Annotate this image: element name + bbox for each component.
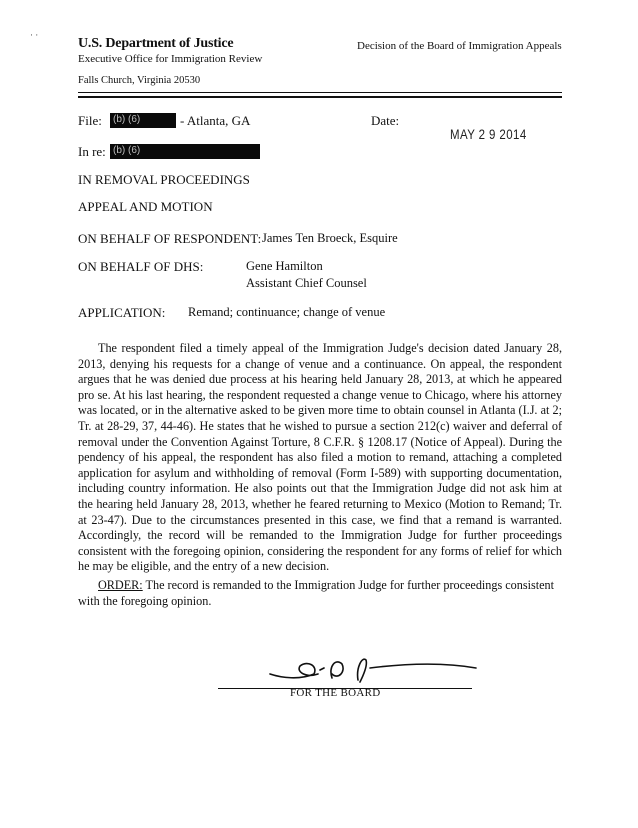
office-city: Falls Church, Virginia 20530 (78, 75, 201, 86)
date-label: Date: (371, 113, 400, 128)
date-stamp: MAY 2 9 2014 (450, 126, 527, 142)
dhs-counsel-name: Gene Hamilton (246, 259, 323, 273)
inre-label: In re: (78, 144, 106, 159)
board-member-signature (262, 644, 482, 690)
file-city: - Atlanta, GA (180, 113, 251, 128)
file-number-redaction: (b) (6) (110, 113, 176, 128)
respondent-counsel-label: ON BEHALF OF RESPONDENT: (78, 231, 262, 246)
agency-name: U.S. Department of Justice (78, 36, 234, 51)
office-name: Executive Office for Immigration Review (78, 53, 263, 65)
decision-title: Decision of the Board of Immigration Appeals (357, 40, 562, 52)
header-rule-thick (78, 96, 562, 98)
application-label: APPLICATION: (78, 305, 166, 320)
decision-paragraph: The respondent filed a timely appeal of the Immigration Judge's decision dated January 28, 2013, denying his requests for a change of venue and a continuance. On appeal, the respondent argues that he was denied due process at his hearing held January 28, 2013, at which he appeared pro se. At his last hearing, the respondent requested a change venue to Chicago, where his attorney was located, or in the alternative asked to be given more time to obtain counsel in Atlanta (I.J. at 2; Tr. at 28-29, 37, 44-46). He states that he wished to pursue a section 212(c) waiver and deferral of removal under the Convention Against Torture, 8 C.F.R. § 1208.17 (Notice of Appeal). During the pendency of his appeal, the respondent has also filed a motion to remand, attaching a completed application for asylum and withholding of removal (Form I-589) with supporting documentation, including country information. He also points out that the Immigration Judge did not ask him at the hearing held January 28, 2013, whether he feared returning to Mexico (Motion to Remand; Tr. at 23-47). Due to the circumstances presented in this case, we find that a remand is warranted. Accordingly, the record will be remanded to the Immigration Judge for further proceedings consistent with the foregoing opinion, considering the respondent for any forms of relief for which he may be eligible, and the entry of a new decision. (78, 341, 562, 574)
corner-marks: · · (30, 30, 39, 40)
order-text: The record is remanded to the Immigration Judge for further proceedings consistent with the foregoing opinion. (78, 578, 555, 608)
order-label: ORDER: (98, 578, 143, 592)
proceedings-heading: IN REMOVAL PROCEEDINGS (78, 172, 250, 187)
header-rule-thin (78, 92, 562, 93)
application-text: Remand; continuance; change of venue (188, 305, 386, 319)
respondent-counsel-name: James Ten Broeck, Esquire (262, 231, 398, 245)
order-paragraph (78, 578, 562, 609)
dhs-counsel-label: ON BEHALF OF DHS: (78, 259, 204, 274)
respondent-name-redaction: (b) (6) (110, 144, 260, 159)
dhs-counsel-title: Assistant Chief Counsel (246, 276, 367, 290)
file-label: File: (78, 113, 102, 128)
for-the-board-label: FOR THE BOARD (290, 687, 381, 699)
appeal-heading: APPEAL AND MOTION (78, 199, 213, 214)
